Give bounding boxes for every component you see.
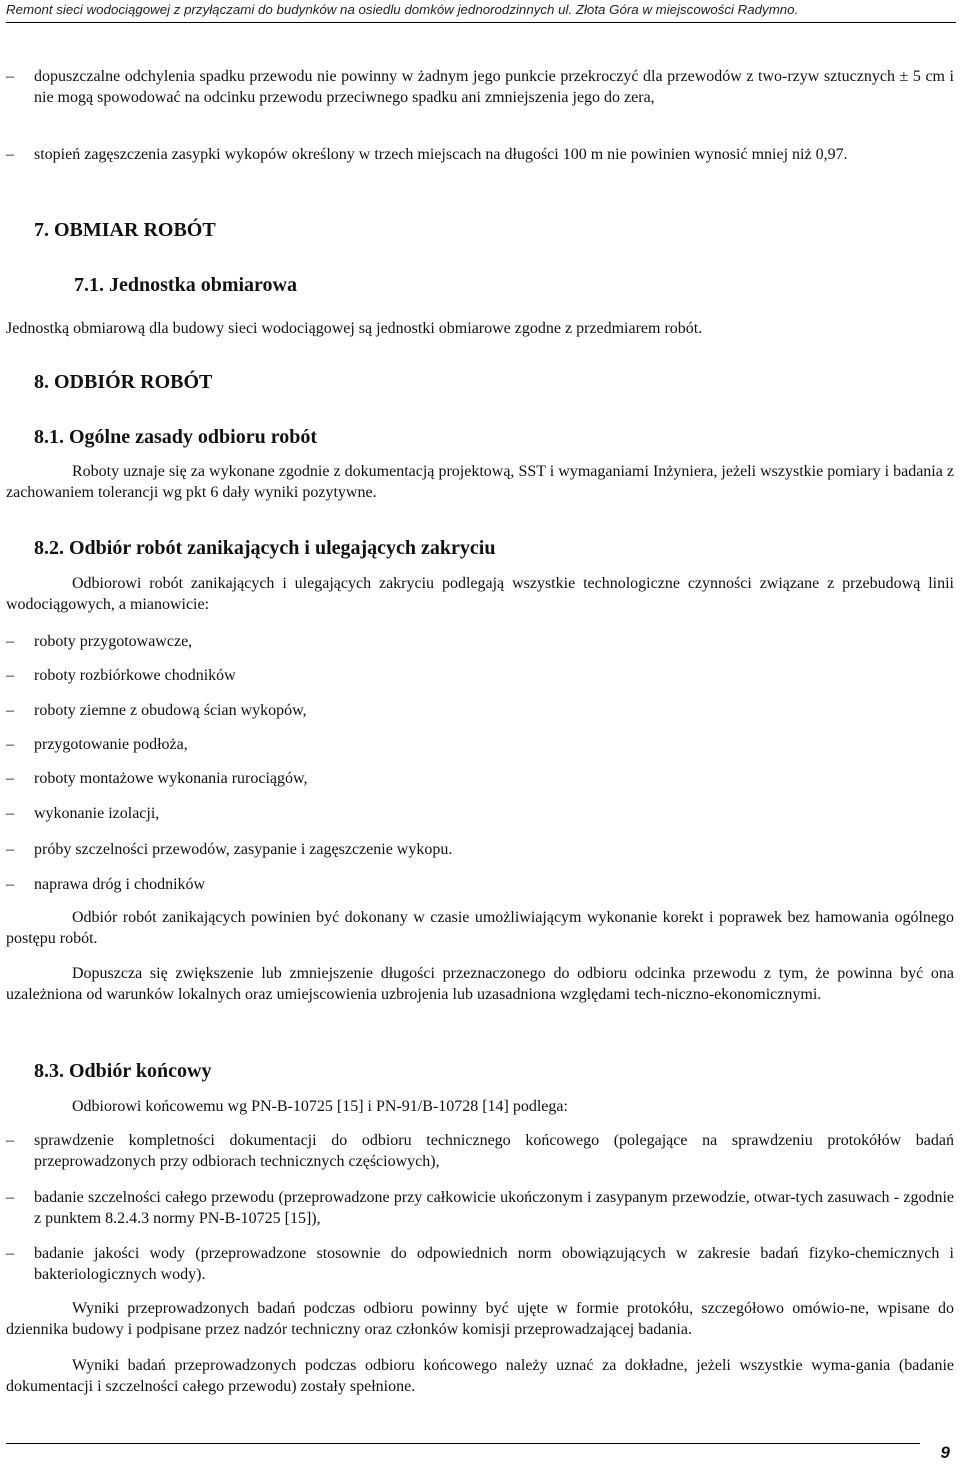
dash-bullet: – (6, 770, 14, 787)
list-item-text: przygotowanie podłoża, (34, 736, 188, 753)
dash-bullet: – (6, 702, 14, 719)
paragraph: Odbiorowi końcowemu wg PN-B-10725 [15] i PN-91/B-10728 [14] podlega: (72, 1098, 568, 1115)
list-item-text: próby szczelności przewodów, zasypanie i zagęszczenie wykopu. (34, 841, 453, 858)
dash-bullet: – (6, 841, 14, 858)
section-heading-7: 7. OBMIAR ROBÓT (34, 219, 216, 241)
list-item-text: roboty montażowe wykonania rurociągów, (34, 770, 308, 787)
list-item (6, 768, 954, 789)
list-item-text: badanie jakości wody (przeprowadzone stosownie do odpowiednich norm obowiązujących w zakresie badań fizyko-chemicznych i bakteriologicznych wody). (34, 1245, 954, 1283)
list-item (6, 1243, 954, 1285)
dash-bullet: – (6, 667, 14, 684)
paragraph: Wyniki przeprowadzonych badań podczas odbioru powinny być ujęte w formie protokółu, szczegółowo omówio-ne, wpisane do dziennika budowy i podpisane przez nadzór techniczny oraz członków komisji przeprowadzającej badania. (6, 1300, 954, 1338)
list-item-text: roboty rozbiórkowe chodników (34, 667, 236, 684)
paragraph: Odbiorowi robót zanikających i ulegających zakryciu podlegają wszystkie technologiczne czynności związane z przebudową linii wodociągowych, a mianowicie: (6, 575, 954, 613)
list-item (6, 839, 954, 860)
list-item-text: roboty przygotowawcze, (34, 633, 193, 650)
dash-bullet: – (6, 1245, 14, 1262)
list-item (6, 631, 954, 652)
list-item-text: sprawdzenie kompletności dokumentacji do odbioru technicznego końcowego (polegające na sprawdzeniu protokółów badań przeprowadzonych przy odbiorach technicznych częściowych), (34, 1132, 954, 1170)
list-item (6, 734, 954, 755)
list-item (6, 66, 954, 108)
footer-rule (6, 1443, 920, 1444)
section-heading-8-2: 8.2. Odbiór robót zanikających i ulegających zakryciu (34, 537, 496, 559)
list-item-text: naprawa dróg i chodników (34, 876, 206, 893)
list-item (6, 1187, 954, 1229)
paragraph: Roboty uznaje się za wykonane zgodnie z dokumentacją projektową, SST i wymaganiami Inżyniera, jeżeli wszystkie pomiary i badania z zachowaniem tolerancji wg pkt 6 dały wyniki pozytywne. (6, 463, 954, 501)
list-item (6, 665, 954, 686)
paragraph: Odbiór robót zanikających powinien być dokonany w czasie umożliwiającym wykonanie korekt i poprawek bez hamowania ogólnego postępu robót. (6, 909, 954, 947)
header-rule (6, 22, 956, 23)
running-header: Remont sieci wodociągowej z przyłączami do budynków na osiedlu domków jednorodzinnych ul. Złota Góra w miejscowości Radymno. (6, 2, 799, 17)
page-number: 9 (940, 1443, 950, 1462)
list-item-text: dopuszczalne odchylenia spadku przewodu nie powinny w żadnym jego punkcie przekroczyć dla przewodów z two-rzyw sztucznych ± 5 cm i nie mogą spowodować na odcinku przewodu przeciwnego spadku ani zmniejszenia jego do zera, (34, 68, 954, 106)
dash-bullet: – (6, 1132, 14, 1149)
list-item (6, 1130, 954, 1172)
list-item-text: badanie szczelności całego przewodu (przeprowadzone przy całkowicie ukończonym i zasypanym przewodzie, otwar-tych zasuwach - zgodnie z punktem 8.2.4.3 normy PN-B-10725 [15]), (34, 1189, 954, 1227)
list-item (6, 874, 954, 895)
paragraph: Wyniki badań przeprowadzonych podczas odbioru końcowego należy uznać za dokładne, jeżeli wszystkie wyma-gania (badanie dokumentacji i szczelności całego przewodu) zostały spełnione. (6, 1357, 954, 1395)
dash-bullet: – (6, 876, 14, 893)
paragraph: Dopuszcza się zwiększenie lub zmniejszenie długości przeznaczonego do odbioru odcinka przewodu z tym, że powinna być ona uzależniona od warunków lokalnych oraz umiejscowienia uzbrojenia lub uzasadniona względami tech-niczno-ekonomicznymi. (6, 965, 954, 1003)
section-heading-8-3: 8.3. Odbiór końcowy (34, 1060, 212, 1082)
list-item (6, 700, 954, 721)
list-item (6, 144, 954, 165)
dash-bullet: – (6, 805, 14, 822)
section-heading-8-1: 8.1. Ogólne zasady odbioru robót (34, 426, 317, 448)
section-heading-8: 8. ODBIÓR ROBÓT (34, 371, 213, 393)
list-item-text: roboty ziemne z obudową ścian wykopów, (34, 702, 307, 719)
list-item-text: wykonanie izolacji, (34, 805, 160, 822)
dash-bullet: – (6, 68, 14, 85)
paragraph: Jednostką obmiarową dla budowy sieci wodociągowej są jednostki obmiarowe zgodne z przedmiarem robót. (6, 320, 703, 337)
dash-bullet: – (6, 736, 14, 753)
list-item (6, 803, 954, 824)
dash-bullet: – (6, 146, 14, 163)
dash-bullet: – (6, 1189, 14, 1206)
dash-bullet: – (6, 633, 14, 650)
section-heading-7-1: 7.1. Jednostka obmiarowa (74, 274, 297, 296)
list-item-text: stopień zagęszczenia zasypki wykopów określony w trzech miejscach na długości 100 m nie powinien wynosić mniej niż 0,97. (34, 146, 848, 163)
